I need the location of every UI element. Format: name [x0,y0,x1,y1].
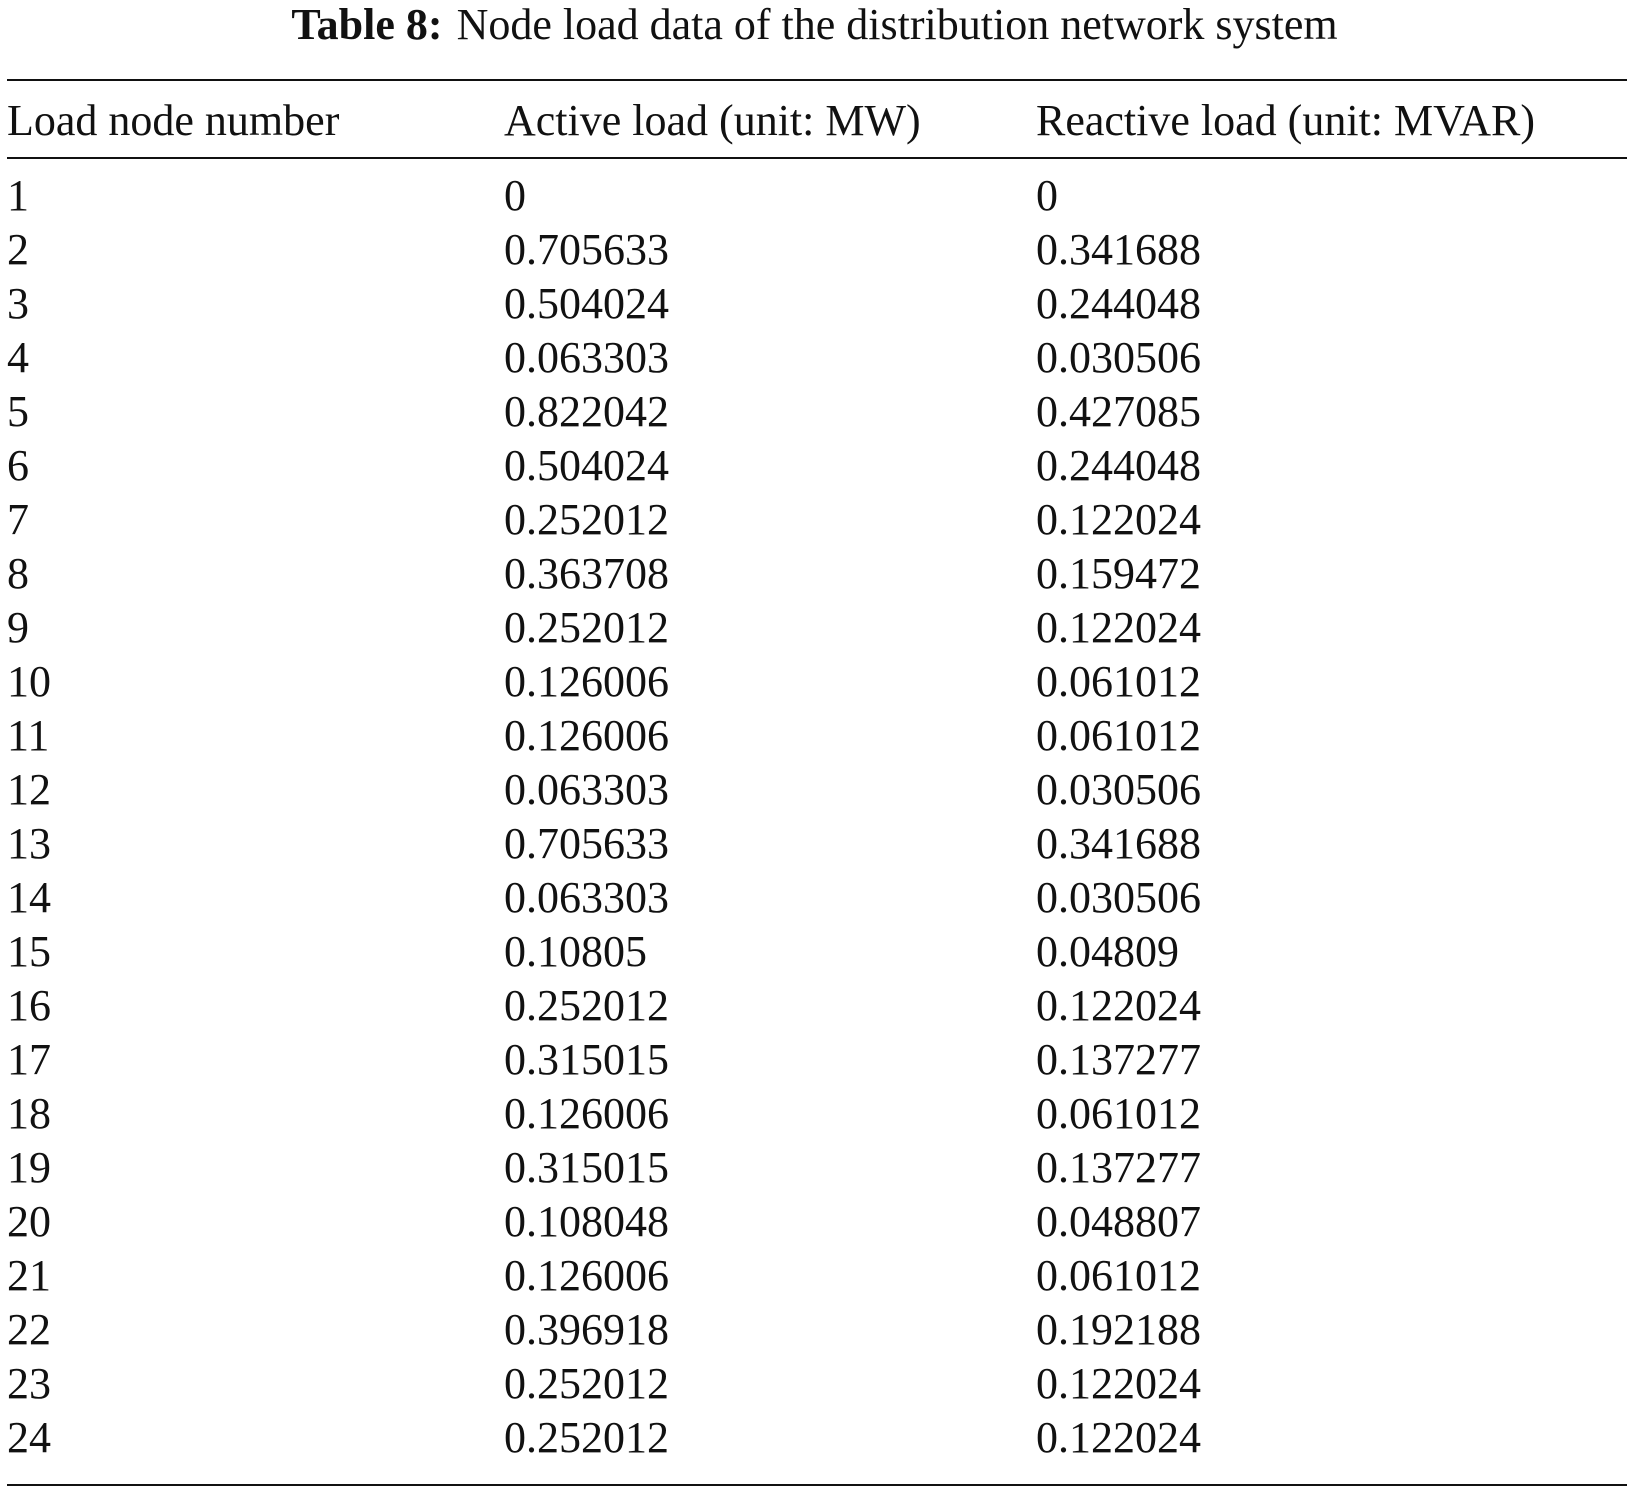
cell-active-load: 0.252012 [504,1358,669,1408]
cell-reactive-load: 0 [1036,170,1058,220]
cell-node-number: 8 [7,548,29,598]
cell-reactive-load: 0.048807 [1036,1196,1201,1246]
cell-node-number: 24 [7,1412,51,1462]
cell-node-number: 1 [7,170,29,220]
cell-node-number: 21 [7,1250,51,1300]
cell-active-load: 0.315015 [504,1034,669,1084]
cell-active-load: 0.126006 [504,1088,669,1138]
header-row [7,81,1627,159]
table-row [7,1356,1627,1410]
cell-active-load: 0.252012 [504,1412,669,1462]
table-row [7,168,1627,222]
cell-node-number: 2 [7,224,29,274]
load-data-table [7,0,1627,1464]
table-row [7,1248,1627,1302]
cell-node-number: 20 [7,1196,51,1246]
cell-node-number: 11 [7,710,50,760]
cell-active-load: 0.126006 [504,656,669,706]
cell-reactive-load: 0.341688 [1036,818,1201,868]
column-header-active-load: Active load (unit: MW) [504,95,921,145]
cell-node-number: 23 [7,1358,51,1408]
cell-active-load: 0.252012 [504,980,669,1030]
cell-node-number: 14 [7,872,51,922]
table-header [7,0,1627,159]
table-row [7,1032,1627,1086]
cell-active-load: 0 [504,170,526,220]
cell-reactive-load: 0.061012 [1036,656,1201,706]
column-header-node: Load node number [7,95,340,145]
cell-reactive-load: 0.122024 [1036,494,1201,544]
cell-reactive-load: 0.137277 [1036,1142,1201,1192]
cell-reactive-load: 0.244048 [1036,440,1201,490]
cell-reactive-load: 0.061012 [1036,1088,1201,1138]
column-header-reactive-load: Reactive load (unit: MVAR) [1036,95,1535,145]
cell-active-load: 0.705633 [504,818,669,868]
cell-node-number: 3 [7,278,29,328]
cell-node-number: 18 [7,1088,51,1138]
cell-node-number: 5 [7,386,29,436]
cell-node-number: 22 [7,1304,51,1354]
table-row [7,1086,1627,1140]
cell-reactive-load: 0.122024 [1036,1358,1201,1408]
table-row [7,654,1627,708]
table-row [7,816,1627,870]
cell-reactive-load: 0.122024 [1036,602,1201,652]
cell-node-number: 9 [7,602,29,652]
cell-reactive-load: 0.122024 [1036,1412,1201,1462]
cell-reactive-load: 0.030506 [1036,764,1201,814]
bottom-rule [7,1484,1627,1486]
cell-node-number: 19 [7,1142,51,1192]
cell-node-number: 10 [7,656,51,706]
cell-node-number: 16 [7,980,51,1030]
table-row [7,1140,1627,1194]
table-row [7,1410,1627,1464]
table-row [7,600,1627,654]
table-row [7,762,1627,816]
table-row [7,276,1627,330]
cell-active-load: 0.705633 [504,224,669,274]
cell-reactive-load: 0.061012 [1036,1250,1201,1300]
table-row [7,1302,1627,1356]
cell-reactive-load: 0.030506 [1036,872,1201,922]
table-row [7,222,1627,276]
table-row [7,384,1627,438]
cell-reactive-load: 0.030506 [1036,332,1201,382]
cell-node-number: 13 [7,818,51,868]
cell-reactive-load: 0.159472 [1036,548,1201,598]
caption-label: Table 8: [291,0,443,49]
table-row [7,330,1627,384]
cell-active-load: 0.108048 [504,1196,669,1246]
cell-active-load: 0.396918 [504,1304,669,1354]
cell-reactive-load: 0.427085 [1036,386,1201,436]
table-body [7,159,1627,1464]
cell-active-load: 0.504024 [504,440,669,490]
table-row [7,708,1627,762]
table-row [7,546,1627,600]
cell-node-number: 12 [7,764,51,814]
cell-active-load: 0.315015 [504,1142,669,1192]
cell-active-load: 0.10805 [504,926,647,976]
cell-node-number: 17 [7,1034,51,1084]
cell-reactive-load: 0.061012 [1036,710,1201,760]
cell-active-load: 0.126006 [504,1250,669,1300]
cell-reactive-load: 0.137277 [1036,1034,1201,1084]
table-row [7,1194,1627,1248]
table-row [7,870,1627,924]
cell-reactive-load: 0.192188 [1036,1304,1201,1354]
cell-reactive-load: 0.341688 [1036,224,1201,274]
cell-active-load: 0.126006 [504,710,669,760]
cell-node-number: 7 [7,494,29,544]
cell-reactive-load: 0.122024 [1036,980,1201,1030]
cell-active-load: 0.504024 [504,278,669,328]
cell-active-load: 0.252012 [504,494,669,544]
cell-active-load: 0.363708 [504,548,669,598]
cell-node-number: 6 [7,440,29,490]
cell-node-number: 15 [7,926,51,976]
table-row [7,978,1627,1032]
cell-active-load: 0.063303 [504,872,669,922]
cell-reactive-load: 0.04809 [1036,926,1179,976]
cell-reactive-load: 0.244048 [1036,278,1201,328]
cell-active-load: 0.822042 [504,386,669,436]
cell-active-load: 0.063303 [504,332,669,382]
table-row [7,924,1627,978]
cell-active-load: 0.252012 [504,602,669,652]
caption-text: Node load data of the distribution network system [456,0,1338,49]
cell-node-number: 4 [7,332,29,382]
table-row [7,492,1627,546]
cell-active-load: 0.063303 [504,764,669,814]
table-row [7,438,1627,492]
